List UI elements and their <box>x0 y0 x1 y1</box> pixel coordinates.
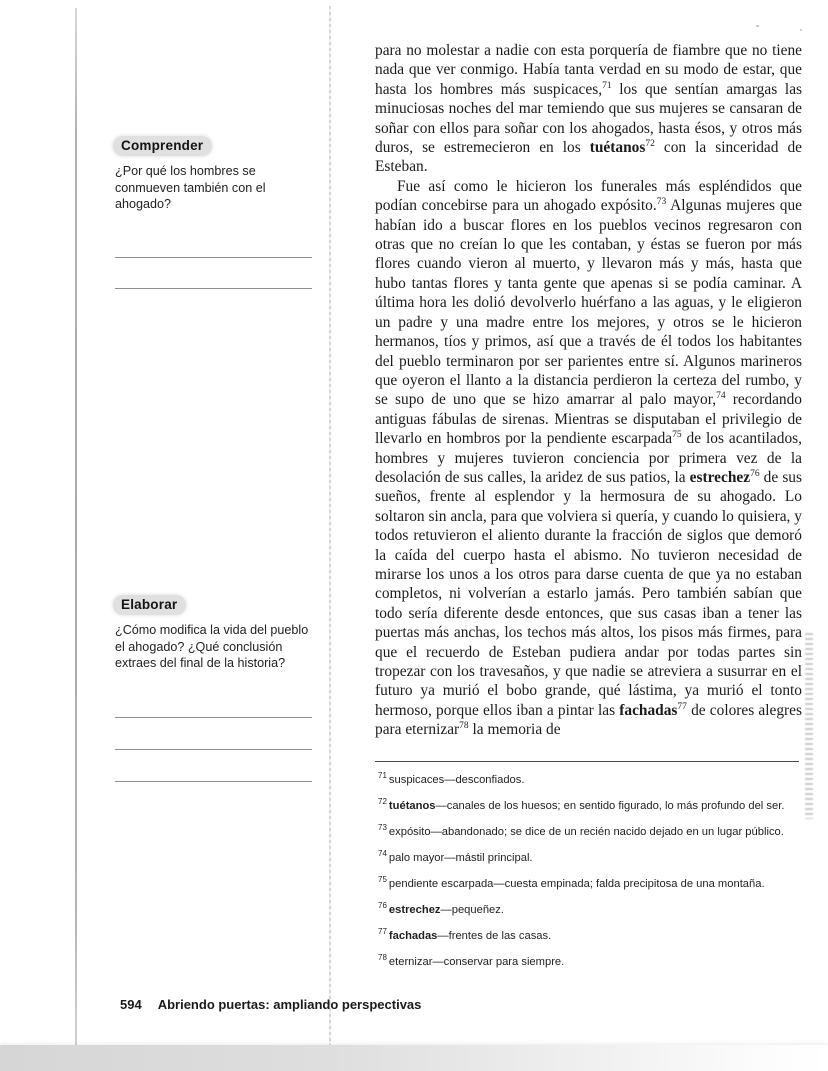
footnote-number: 71 <box>378 771 387 781</box>
footnotes-list <box>378 773 810 981</box>
footnote-reference: 74 <box>716 391 726 402</box>
footnote-number: 74 <box>378 849 387 859</box>
glossary-term: fachadas <box>619 701 678 719</box>
footnote <box>378 773 810 788</box>
footnote <box>378 929 810 944</box>
story-text-column <box>375 41 802 740</box>
footnote-reference: 76 <box>750 468 760 479</box>
footnote-number: 78 <box>378 953 387 963</box>
page-footer <box>120 997 421 1012</box>
footnote-term: eternizar <box>388 956 433 968</box>
footnote-definition: —cuesta empinada; falda precipitosa de una montaña. <box>493 878 765 890</box>
footnote-definition: —frentes de las casas. <box>437 930 552 942</box>
glossary-term: estrechez <box>689 468 751 486</box>
story-text: Fue así como le hicieron los funerales más espléndidos que podían concebirse para un ahogado expósito. <box>375 177 802 215</box>
footnote-number: 73 <box>378 823 387 833</box>
comprender-answer-blanks <box>115 227 312 289</box>
story-text: con la sinceridad de Esteban. <box>375 139 803 176</box>
footnote-reference: 77 <box>677 701 687 712</box>
book-title: Abriendo puertas: ampliando perspectivas <box>157 997 422 1012</box>
footnote-number: 76 <box>378 901 387 911</box>
footnote-reference: 78 <box>459 721 469 732</box>
footnote-definition: —canales de los huesos; en sentido figurado, lo más profundo del ser. <box>435 800 785 812</box>
footnote-number: 75 <box>378 875 387 885</box>
footnote-reference: 75 <box>672 430 682 440</box>
footnote-term: fachadas <box>388 930 438 942</box>
glossary-term: tuétanos <box>589 139 646 157</box>
footnote <box>378 825 810 840</box>
footnote-divider <box>375 761 799 762</box>
story-text: los que sentían amargas las minuciosas noches del mar temiendo que sus mujeres se cansaran de soñar con ellos para soñar con los ahogados, hasta ésos, y otros más duros, se estremecieron en los <box>375 80 803 157</box>
story-text: de colores alegres para eternizar <box>375 701 802 739</box>
footnote-definition: —pequeñez. <box>440 904 504 916</box>
footnote <box>378 955 810 970</box>
comprender-question: ¿Por qué los hombres se conmueven también con el ahogado? <box>115 164 266 211</box>
answer-blank-line <box>115 258 312 289</box>
footnote-reference: 72 <box>645 138 655 149</box>
dust-speck <box>756 25 759 27</box>
answer-blank-line <box>115 718 312 750</box>
footnote-reference: 71 <box>602 80 612 91</box>
left-margin-rule <box>75 8 77 1046</box>
footnote-number: 77 <box>378 927 387 937</box>
footnote <box>378 903 810 918</box>
footnote-number: 72 <box>378 797 387 807</box>
footnote-term: palo mayor <box>388 852 445 864</box>
footnote-term: suspicaces <box>388 774 445 786</box>
story-text: Algunas mujeres que habían ido a buscar flores en los pueblos vecinos regresaron con otras que no creían lo que les contaban, y éstas se fueron por más flores cuando vieron al muerto, y llevaron más y más, hasta que hubo tantas flores y tanta gente que apenas si se podía caminar. A última hora les dolió devolverlo huérfano a las aguas, y le eligieron un padre y una madre entre los mejores, y otros se le hicieron hermanos, tíos y primos, así que a través de él todos los habitantes del pueblo terminaron por ser parientes entre sí. Algunos marineros que oyeron el llanto a la distancia perdieron la certeza del rumbo, y se supo de uno que se hizo amarrar al palo mayor, <box>375 197 802 409</box>
footnote-definition: —mástil principal. <box>444 852 533 864</box>
footnote-term: expósito <box>388 826 431 838</box>
footnote <box>378 877 810 892</box>
elaborar-answer-blanks <box>115 686 312 782</box>
page-number: 594 <box>120 997 142 1012</box>
right-edge-bleed-through-text <box>805 633 813 819</box>
story-paragraph <box>375 41 802 177</box>
footnote <box>378 799 810 814</box>
elaborar-heading: Elaborar <box>113 595 186 615</box>
footnote-definition: —abandonado; se dice de un recién nacido dejado en un lugar público. <box>430 826 784 838</box>
story-text: para no molestar a nadie con esta porquería de fiambre que no tiene nada que ver conmigo. Había tanta verdad en su modo de estar, que hasta los hombres más suspicaces, <box>375 42 802 98</box>
elaborar-note <box>115 595 312 782</box>
footnote-term: pendiente escarpada <box>388 878 494 890</box>
comprender-note <box>115 136 312 289</box>
answer-blank-line <box>115 686 312 718</box>
footnote-reference: 73 <box>656 197 667 208</box>
story-paragraph <box>375 177 802 740</box>
footnote-definition: —desconfiados. <box>444 774 525 786</box>
footnote-definition: —conservar para siempre. <box>432 956 565 968</box>
column-divider-line <box>329 6 331 1046</box>
footnote-term: tuétanos <box>388 800 436 812</box>
elaborar-question: ¿Cómo modifica la vida del pueblo el ahogado? ¿Qué conclusión extraes del final de la historia? <box>115 623 309 670</box>
story-text: de sus sueños, frente al esplendor y la hermosura de su ahogado. Lo soltaron sin ancla, para que volviera si quería, y cuando lo quisiera, y todos retuvieron el aliento durante la fracción de siglos que demoró la caída del cuerpo hasta el abismo. No tuvieron necesidad de mirarse los unos a los otros para darse cuenta de que ya no estaban completos, ni volverían a estarlo jamás. Pero también sabían que todo sería diferente desde entonces, que sus casas iban a tener las puertas más anchas, los techos más altos, los pisos más firmes, para que el recuerdo de Esteban pudiera andar por todas partes sin tropezar con los travesaños, y que nadie se atreviera a susurrar en el futuro ya murió el bobo grande, qué lástima, ya murió el tonto hermoso, porque ellos iban a pintar las <box>375 468 802 719</box>
footnote-term: estrechez <box>388 904 441 916</box>
story-text: de los acantilados, hombres y mujeres tuvieron conciencia por primera vez de la desolación de sus calles, la aridez de sus patios, la <box>375 430 802 486</box>
dust-speck <box>800 29 802 31</box>
footnote <box>378 851 810 866</box>
answer-blank-line <box>115 750 312 782</box>
story-text: recordando antiguas fábulas de sirenas. Mientras se disputaban el privilegio de llevarlo en hombros por la pendiente escarpada <box>375 391 802 448</box>
answer-blank-line <box>115 227 312 258</box>
story-text: la memoria de <box>468 721 561 739</box>
comprender-heading: Comprender <box>113 136 212 156</box>
scanner-edge-shadow <box>0 1045 828 1071</box>
